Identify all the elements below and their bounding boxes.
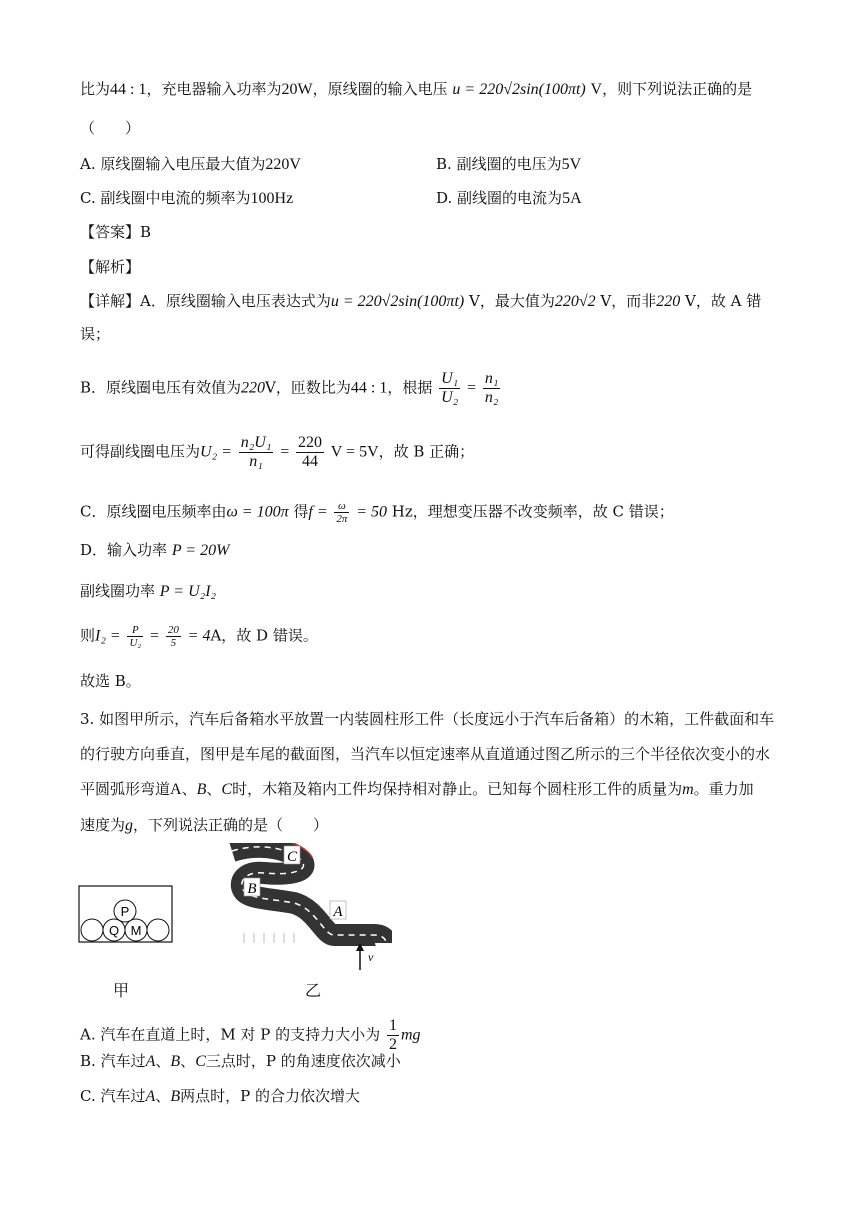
label-p: P: [120, 904, 130, 919]
q3-stem-line: 平圆弧形弯道A、B、C时，木箱及箱内工件均保持相对静止。已知每个圆柱形工件的质量为m。重力加: [80, 780, 754, 798]
detail-d2-line: [80, 580, 216, 603]
option-text: 副线圈的电压为: [456, 155, 562, 173]
detail-text: ，根据: [387, 378, 433, 397]
detail-text: V，最大值为: [469, 292, 555, 310]
ground-marks: [244, 933, 294, 943]
label-b: B: [247, 881, 257, 897]
option-label: A.: [80, 155, 96, 173]
fraction: $\frac{20}{5}$: [167, 624, 179, 649]
detail-b-line: B．原线圈电压有效值为220V，匝数比为44 : 1，根据 $\frac{\text{U₁}}{\text{U₂}}$ = $\frac{\text{n₁}}{\text{n₂}}$: [80, 370, 499, 406]
detail-text: V，而非: [600, 292, 657, 310]
detail-expression: P = 20W: [171, 542, 230, 559]
stem-text: ，原线圈的输入电压: [312, 80, 448, 98]
answer: 【答案】B: [80, 223, 152, 241]
option-text: 原线圈输入电压最大值为: [100, 155, 266, 173]
detail-variable: I₂ =: [95, 627, 121, 645]
figure-jia: [78, 884, 174, 944]
detail-d3-line: 则I₂ = $\frac{P}{\text{U₂}}$ = $\frac{20}{5}$ = 4A，故 D 错误。: [80, 624, 318, 649]
label-q: Q: [108, 923, 120, 938]
stem-text: 比为: [80, 80, 111, 98]
unit: V: [590, 81, 603, 98]
fraction: $\frac{\omega}{2\pi}$: [336, 500, 348, 525]
detail-d-line: [80, 539, 229, 562]
label-c: C: [286, 849, 298, 865]
option-value: 220V: [265, 156, 301, 173]
detail-value: = 50: [356, 503, 388, 521]
analysis-heading: 【解析】: [80, 258, 141, 276]
detail-expression: ω = 100π: [226, 503, 289, 521]
detail-text: 【详解】A．原线圈输入电压表达式为: [80, 292, 331, 310]
conclusion: 故选 B。: [80, 672, 141, 690]
option-label: C.: [80, 189, 96, 207]
option-text: 副线圈中电流的频率为: [100, 189, 251, 207]
detail-variable: f =: [308, 503, 328, 521]
power-value: 20W: [281, 81, 313, 98]
detail-value: V = 5V: [330, 443, 379, 461]
label-v: v: [368, 950, 374, 964]
detail-text: A，故 D 错误。: [210, 626, 318, 645]
q3-stem-line: 3. 如图甲所示，汽车后备箱水平放置一内装圆柱形工件（长度远小于汽车后备箱）的木箱，工件截面和车: [80, 710, 775, 728]
detail-text: ，故 B 正确；: [378, 442, 475, 461]
detail-text: V，匝数比为: [265, 378, 351, 397]
fraction: $\frac{\text{n₂U₁}}{\text{n₁}}$: [240, 434, 272, 470]
label-a: A: [333, 904, 343, 920]
detail-expression: P = U₂I₂: [159, 583, 217, 600]
option-b: [436, 153, 581, 176]
fraction: $\frac{P}{\text{U₂}}$: [129, 624, 142, 649]
option-label: D.: [436, 189, 453, 207]
option-value: 5A: [562, 190, 582, 207]
figure-yi: [224, 843, 392, 973]
caption-yi: 乙: [305, 981, 322, 1000]
option-value: 100Hz: [250, 190, 294, 207]
detail-text: 可得副线圈电压为: [80, 442, 201, 461]
option-label: B.: [436, 155, 452, 173]
caption-jia: 甲: [113, 981, 130, 1000]
detail-value: 220: [241, 379, 266, 397]
stem-text: ，则下列说法正确的是: [602, 80, 753, 98]
detail-c-line: [80, 500, 674, 525]
option-text: 副线圈的电流为: [457, 189, 563, 207]
q3-stem-line: 的行驶方向垂直，图甲是车尾的截面图，当汽车以恒定速率从直道通过图乙所示的三个半径依次变小的水: [80, 745, 771, 763]
detail-text: V，故 A 错: [685, 292, 762, 310]
cylinder-left: [81, 919, 103, 941]
q2-stem-line: [80, 78, 752, 101]
detail-value: 44 : 1: [350, 379, 388, 397]
detail-text: D．输入功率: [80, 541, 168, 559]
detail-text: 得: [293, 502, 309, 521]
detail-text: 副线圈功率: [80, 582, 156, 600]
detail-expression: u = 220√2sin(100πt): [330, 293, 465, 310]
detail-text: C．原线圈电压频率由: [80, 502, 227, 521]
voltage-expression: u = 220√2sin(100πt): [452, 81, 586, 98]
ratio-formula: $\frac{\text{U₁}}{\text{U₂}}$: [441, 370, 459, 406]
detail-text: Hz，理想变压器不改变频率，故 C 错误；: [391, 502, 674, 521]
q3-option-c: C. 汽车过A、B两点时，P 的合力依次增大: [80, 1087, 360, 1105]
option-d: [436, 187, 582, 210]
detail-text: 则: [80, 626, 96, 645]
detail-variable: U₂ =: [200, 443, 232, 461]
detail-text: B．原线圈电压有效值为: [80, 378, 242, 397]
q3-stem-line: 速度为g，下列说法正确的是（ ）: [80, 816, 329, 834]
fraction: $\frac{220}{44}$: [298, 434, 322, 470]
cylinder-right: [147, 919, 169, 941]
ratio-formula-n: $\frac{\text{n₁}}{\text{n₂}}$: [484, 370, 499, 406]
detail-value: = 4: [187, 627, 211, 645]
detail-a-line: [80, 290, 761, 313]
answer-blank: （ ）: [80, 119, 141, 137]
detail-value: 220: [656, 293, 681, 310]
q3-option-b: B. 汽车过A、B、C三点时，P 的角速度依次减小: [80, 1052, 401, 1070]
option-value: 5V: [561, 156, 582, 173]
option-c: [80, 187, 293, 210]
detail-text: 误；: [80, 325, 111, 343]
detail-value: 220√2: [554, 293, 596, 310]
label-m: M: [130, 923, 142, 938]
detail-b2-line: 可得副线圈电压为U₂ = $\frac{\text{n₂U₁}}{\text{n₁}}$ = $\frac{220}{44}$ V = 5V，故 B 正确；: [80, 434, 475, 470]
fraction: $\frac{1}{2}$: [388, 1017, 397, 1053]
option-a: [80, 153, 301, 176]
q3-option-a: A. 汽车在直道上时，M 对 P 的支持力大小为 $\frac{1}{2}$ mg: [80, 1017, 421, 1053]
ratio: 44 : 1: [110, 81, 147, 98]
stem-text: ，充电器输入功率为: [146, 80, 282, 98]
